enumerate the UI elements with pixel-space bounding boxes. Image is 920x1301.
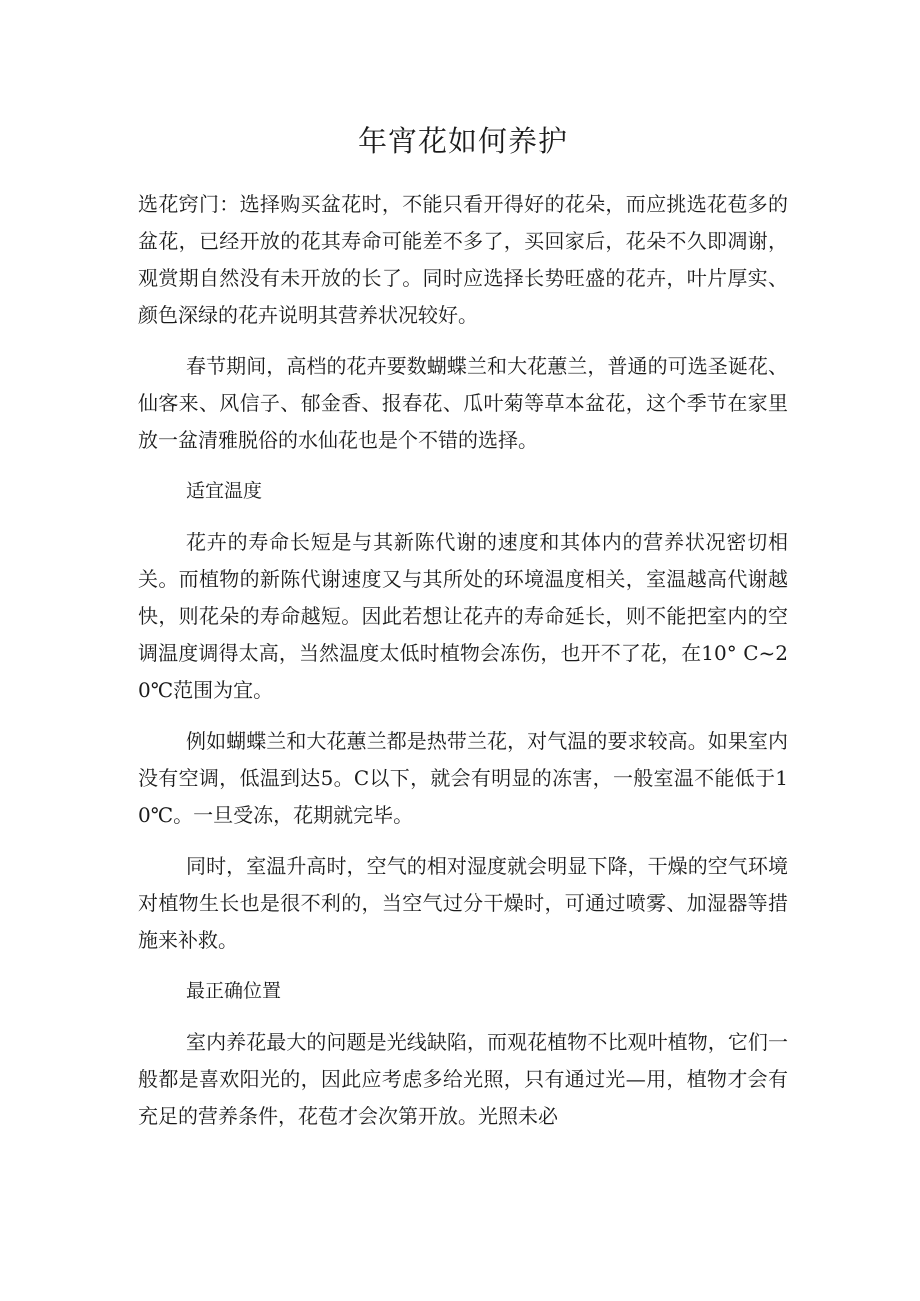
section-heading-position: 最正确位置 [186, 980, 282, 1002]
section-heading-temperature: 适宜温度 [186, 480, 263, 502]
paragraph-flower-selection: 选花窍门：选择购买盆花时，不能只看开得好的花朵，而应挑选花苞多的盆花，已经开放的花其寿命可能差不多了，买回家后，花朵不久即凋谢，观赏期自然没有未开放的长了。同时应选择长势旺盛的花卉，叶片厚实、颜色深绿的花卉说明其营养状况较好。 [138, 192, 788, 327]
paragraph-light: 室内养花最大的问题是光线缺陷，而观花植物不比观叶植物，它们一般都是喜欢阳光的，因此应考虑多给光照，只有通过光—用，植物才会有充足的营养条件，花苞才会次第开放。光照未必 [138, 1030, 788, 1128]
paragraph-orchid-example: 例如蝴蝶兰和大花蕙兰都是热带兰花，对气温的要求较高。如果室内没有空调，低温到达5。C以下，就会有明显的冻害，一般室温不能低于10℃。一旦受冻，花期就完毕。 [138, 729, 788, 827]
paragraph-temperature: 花卉的寿命长短是与其新陈代谢的速度和其体内的营养状况密切相关。而植物的新陈代谢速度又与其所处的环境温度相关，室温越高代谢越快，则花朵的寿命越短。因此若想让花卉的寿命延长，则不能把室内的空调温度调得太高，当然温度太低时植物会冻伤，也开不了花，在10° C~20℃范围为宜。 [138, 530, 788, 702]
document-page [138, 118, 788, 1149]
paragraph-humidity: 同时，室温升高时，空气的相对湿度就会明显下降，干燥的空气环境对植物生长也是很不利的，当空气过分干燥时，可通过喷雾、加湿器等措施来补救。 [138, 854, 788, 952]
document-title: 年宵花如何养护 [357, 124, 568, 158]
paragraph-spring-festival: 春节期间，高档的花卉要数蝴蝶兰和大花蕙兰，普通的可选圣诞花、仙客来、风信子、郁金香、报春花、瓜叶菊等草本盆花，这个季节在家里放一盆清雅脱俗的水仙花也是个不错的选择。 [138, 354, 788, 452]
